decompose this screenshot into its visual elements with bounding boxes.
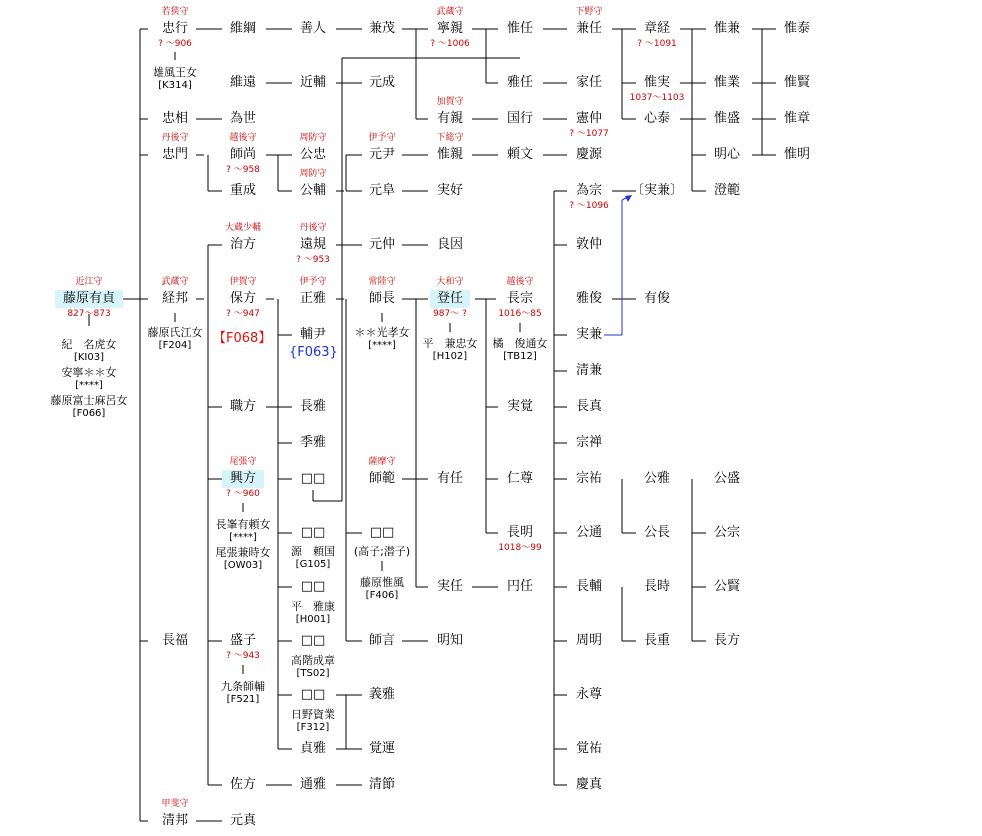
spouse-note-line: [OW03] [223, 560, 263, 571]
life-dates: 987〜 ? [433, 309, 467, 319]
person-nagazane[interactable]: 長真 [575, 399, 603, 414]
person-sanekane[interactable]: 実兼 [575, 327, 603, 342]
person-yoshito[interactable]: 善人 [299, 21, 327, 36]
spouse-note-line: [F521] [226, 694, 260, 705]
person-sanesato[interactable]: 実覚 [506, 399, 534, 414]
person-kakuun[interactable]: 覚運 [368, 741, 396, 756]
person-saneyoshi[interactable]: 実好 [436, 183, 464, 198]
person-kimimori[interactable]: 公盛 [713, 471, 741, 486]
spouse-note-line: [TB12] [503, 351, 537, 362]
person-koresane[interactable]: 惟実 [643, 75, 671, 90]
person-koremizu[interactable]: 維綱 [229, 21, 257, 36]
person-kimitada[interactable]: 公忠 [299, 147, 327, 162]
person-yasukata[interactable]: 保方 [229, 291, 257, 306]
person-nagatoki[interactable]: 長時 [643, 579, 671, 594]
spouse-note-line: 高階成章 [291, 654, 335, 667]
person-nagamasa[interactable]: 長雅 [299, 399, 327, 414]
person-tameyo[interactable]: 為世 [229, 111, 257, 126]
office-title: 伊予守 [299, 277, 327, 287]
spouse-note-line: [F066] [72, 408, 106, 419]
spouse-note-line: 藤原氏江女 [147, 326, 203, 339]
person-shintai[interactable]: 心泰 [643, 111, 671, 126]
office-title: 武蔵守 [436, 7, 464, 17]
person-kenchuu[interactable]: 憲仲 [575, 111, 603, 126]
life-dates: ? 〜953 [296, 255, 330, 265]
office-title: 甲斐守 [161, 799, 189, 809]
person-kimimichi[interactable]: 公通 [575, 525, 603, 540]
person-masatoshi[interactable]: 雅俊 [575, 291, 603, 306]
life-dates: ? 〜1096 [569, 201, 609, 211]
spouse-note-line: 九条師輔 [221, 680, 265, 693]
spouse-note-line: [K314] [158, 80, 192, 91]
person-arisada[interactable]: 藤原有貞 [62, 291, 116, 306]
person-motomasa[interactable]: 元尹 [368, 147, 396, 162]
spouse-note-line: [G105] [295, 559, 331, 570]
spouse-note-line: 源 頼国 [291, 545, 335, 558]
person-koreaki[interactable]: 惟章 [783, 111, 811, 126]
person-morinori[interactable]: 師範 [368, 471, 396, 486]
office-title: 大和守 [436, 277, 464, 287]
person-munesuke[interactable]: 宗祐 [575, 471, 603, 486]
office-title: 加賀守 [436, 97, 464, 107]
person-yoshimasa[interactable]: 義雅 [368, 687, 396, 702]
person-koretou[interactable]: 維遠 [229, 75, 257, 90]
spouse-note-line: [F406] [365, 590, 399, 601]
person-ieto[interactable]: 家任 [575, 75, 603, 90]
spouse-note-line: 平 雅康 [291, 600, 335, 613]
person-shuumei[interactable]: 周明 [575, 633, 603, 648]
person-meishin[interactable]: 明心 [713, 147, 741, 162]
life-dates: 1018〜99 [498, 543, 542, 553]
person-jinson[interactable]: 仁尊 [506, 471, 534, 486]
person-akitomo[interactable]: 明知 [436, 633, 464, 648]
person-box3[interactable]: □□ [369, 525, 395, 540]
person-box5[interactable]: □□ [300, 633, 326, 648]
person-koreakira[interactable]: 惟明 [783, 147, 811, 162]
person-box1[interactable]: □□ [300, 471, 326, 486]
person-kimimasa[interactable]: 公雅 [643, 471, 671, 486]
spouse-note-line: [****] [75, 380, 103, 391]
office-title: 大蔵少輔 [224, 223, 262, 233]
life-dates: ? 〜958 [226, 165, 260, 175]
person-aritoshi[interactable]: 有俊 [643, 291, 671, 306]
life-dates: ? 〜943 [226, 651, 260, 661]
person-nagasuke[interactable]: 長輔 [575, 579, 603, 594]
spouse-note-line: 雄風王女 [153, 66, 197, 79]
office-title: 丹後守 [299, 223, 327, 233]
person-yasuchika[interactable]: 寧親 [436, 21, 464, 36]
spouse-note-line: [****] [229, 532, 257, 543]
person-michimasa[interactable]: 通雅 [299, 777, 327, 792]
office-title: 下野守 [575, 7, 603, 17]
person-keishin[interactable]: 慶真 [575, 777, 603, 792]
person-shigenari[interactable]: 重成 [229, 183, 257, 198]
person-tsunekuni[interactable]: 経邦 [161, 291, 189, 306]
life-dates: ? 〜1006 [430, 39, 470, 49]
ref-link-blue[interactable]: {F063} [289, 345, 338, 360]
person-koreyasu[interactable]: 惟泰 [783, 21, 811, 36]
office-title: 若狭守 [161, 7, 189, 17]
person-atsunaka[interactable]: 敦仲 [575, 237, 603, 252]
person-muneyoshi[interactable]: 宗禅 [575, 435, 603, 450]
person-arichika[interactable]: 有親 [436, 111, 464, 126]
person-choufuku[interactable]: 長福 [161, 633, 189, 648]
person-arito[interactable]: 有任 [436, 471, 464, 486]
person-kimimune[interactable]: 公宗 [713, 525, 741, 540]
spouse-note-line: 長峯有頼女 [215, 518, 271, 531]
spouse-note-line: [F204] [158, 340, 192, 351]
person-mochinaga[interactable]: 師長 [368, 291, 396, 306]
spouse-note-line: [****] [368, 340, 396, 351]
office-title: 越後守 [506, 277, 534, 287]
person-koretou2[interactable]: 惟任 [506, 21, 534, 36]
person-okikata[interactable]: 興方 [229, 471, 257, 486]
person-motonaka[interactable]: 元仲 [368, 237, 396, 252]
person-eison[interactable]: 永尊 [575, 687, 603, 702]
spouse-note-line: [TS02] [296, 668, 330, 679]
office-title: 薩摩守 [368, 457, 396, 467]
person-chouhan[interactable]: 澄範 [713, 183, 741, 198]
person-sadamasa[interactable]: 貞雅 [299, 741, 327, 756]
person-box6[interactable]: □□ [300, 687, 326, 702]
person-hosuke[interactable]: 輔尹 [299, 327, 327, 342]
life-dates: ? 〜947 [226, 309, 260, 319]
office-title: 武蔵守 [161, 277, 189, 287]
person-masamasa[interactable]: 正雅 [299, 291, 327, 306]
spouse-note-line: 紀 名虎女 [61, 338, 117, 351]
person-kiyokuni[interactable]: 清邦 [161, 813, 189, 828]
person-kuniyuki[interactable]: 国行 [506, 111, 534, 126]
person-seishi[interactable]: 盛子 [229, 633, 257, 648]
person-seisetsu[interactable]: 清節 [368, 777, 396, 792]
spouse-note-line: [F312] [296, 722, 330, 733]
spouse-note-line: 平 兼忠女 [422, 337, 478, 350]
spouse-note-line: [KI03] [73, 352, 105, 363]
person-kimikata[interactable]: 公賢 [713, 579, 741, 594]
life-dates: ? 〜960 [226, 489, 260, 499]
person-nagashige[interactable]: 長重 [643, 633, 671, 648]
spouse-note-line: [H001] [295, 614, 331, 625]
life-dates: ? 〜1091 [637, 39, 677, 49]
person-harukata[interactable]: 治方 [229, 237, 257, 252]
office-title: 伊賀守 [229, 277, 257, 287]
life-dates: 1016〜85 [498, 309, 542, 319]
spouse-note-line: 尾張兼時女 [215, 546, 271, 559]
person-kiminaga[interactable]: 公長 [643, 525, 671, 540]
person-kakuyu[interactable]: 覚祐 [575, 741, 603, 756]
spouse-note-line: 橘 俊通女 [492, 337, 548, 350]
person-kaneto[interactable]: 兼任 [575, 21, 603, 36]
person-shokata[interactable]: 職方 [229, 399, 257, 414]
person-motaku[interactable]: 元阜 [368, 183, 396, 198]
person-kiyokane[interactable]: 清兼 [575, 363, 603, 378]
person-chikasuke[interactable]: 近輔 [299, 75, 327, 90]
person-tadakado[interactable]: 忠門 [161, 147, 189, 162]
ref-link-red[interactable]: 【F068】 [213, 331, 272, 346]
person-nagakata[interactable]: 長方 [713, 633, 741, 648]
person-nagaakira[interactable]: 長明 [506, 525, 534, 540]
office-title: 周防守 [299, 169, 327, 179]
person-korekata[interactable]: 惟賢 [783, 75, 811, 90]
office-title: 尾張守 [229, 457, 257, 467]
person-korechika[interactable]: 惟親 [436, 147, 464, 162]
office-title: 周防守 [299, 133, 327, 143]
spouse-note-line: 安寧＊＊女 [61, 366, 117, 379]
person-tadasuke[interactable]: 忠相 [161, 111, 189, 126]
spouse-note-line: 日野資業 [291, 708, 335, 721]
person-keigen[interactable]: 慶源 [575, 147, 603, 162]
spouse-note-line: (高子;潜子) [353, 545, 411, 558]
person-yoshiyori[interactable]: 良因 [436, 237, 464, 252]
office-title: 丹後守 [161, 133, 189, 143]
person-kimisuke[interactable]: 公輔 [299, 183, 327, 198]
person-masato[interactable]: 雅任 [506, 75, 534, 90]
person-kanemochi[interactable]: 兼茂 [368, 21, 396, 36]
person-morohisa[interactable]: 師尚 [229, 147, 257, 162]
life-dates: 1037〜1103 [629, 93, 685, 103]
person-sanetou[interactable]: 実任 [436, 579, 464, 594]
person-motonari[interactable]: 元成 [368, 75, 396, 90]
life-dates: ? 〜906 [158, 39, 192, 49]
life-dates: 827〜873 [67, 309, 111, 319]
office-title: 伊予守 [368, 133, 396, 143]
office-title: 常陸守 [368, 277, 396, 287]
person-sakata[interactable]: 佐方 [229, 777, 257, 792]
person-tadayuki[interactable]: 忠行 [161, 21, 189, 36]
person-sanekane_b[interactable]: 〔実兼〕 [630, 183, 684, 198]
person-suemasa[interactable]: 季雅 [299, 435, 327, 450]
person-ennin[interactable]: 円任 [506, 579, 534, 594]
person-koregyo[interactable]: 惟業 [713, 75, 741, 90]
spouse-note-line: 藤原富士麻呂女 [50, 394, 128, 407]
office-title: 近江守 [75, 277, 103, 287]
person-shigen[interactable]: 師言 [368, 633, 396, 648]
person-koremori[interactable]: 惟盛 [713, 111, 741, 126]
person-box2[interactable]: □□ [300, 525, 326, 540]
person-motozane[interactable]: 元真 [229, 813, 257, 828]
person-tamemune[interactable]: 為宗 [575, 183, 603, 198]
spouse-note-line: 藤原惟風 [360, 576, 404, 589]
person-box4[interactable]: □□ [300, 579, 326, 594]
person-akitsune[interactable]: 章経 [643, 21, 671, 36]
person-nagamune[interactable]: 長宗 [506, 291, 534, 306]
person-yorifumi[interactable]: 頼文 [506, 147, 534, 162]
office-title: 越後守 [229, 133, 257, 143]
spouse-note-line: [H102] [432, 351, 468, 362]
spouse-note-line: ＊＊光孝女 [354, 326, 410, 339]
office-title: 下総守 [436, 133, 464, 143]
life-dates: ? 〜1077 [569, 129, 609, 139]
person-noboru[interactable]: 登任 [436, 291, 464, 306]
person-korekane[interactable]: 惟兼 [713, 21, 741, 36]
person-tonori[interactable]: 遠規 [299, 237, 327, 252]
